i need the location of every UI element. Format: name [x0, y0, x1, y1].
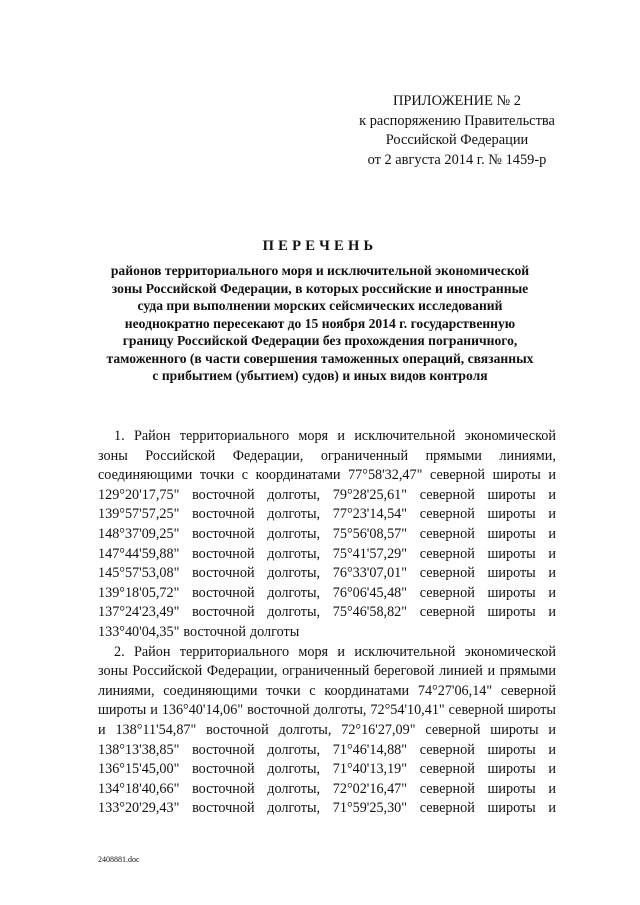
- subheading-line: зоны Российской Федерации, в которых российские и иностранные: [111, 280, 529, 296]
- word: 129°20'17,75": [98, 486, 180, 503]
- text-line: [98, 741, 556, 761]
- word: 138°13'38,85": [98, 741, 180, 758]
- word: 136°40'14,06": [161, 702, 244, 719]
- word: исключительной: [354, 428, 456, 444]
- word: 134°18'40,66": [98, 780, 180, 797]
- word: и: [337, 428, 346, 444]
- text-line: [98, 427, 556, 447]
- word: линиями,: [499, 447, 556, 464]
- word: долготы,: [267, 486, 321, 503]
- word: широты: [487, 565, 536, 582]
- word: широты: [507, 702, 556, 719]
- text-line: [98, 447, 556, 467]
- appendix-line: Российской Федерации: [385, 132, 529, 148]
- word: экономической: [464, 643, 556, 660]
- text-line: [98, 643, 556, 663]
- appendix-line: к распоряжению Правительства: [359, 112, 555, 129]
- word: широты: [487, 761, 536, 778]
- word: восточной: [247, 702, 310, 719]
- word: ограниченный: [320, 447, 409, 464]
- word: 72°02'16,47": [332, 780, 408, 797]
- word: точки: [266, 682, 301, 699]
- word: северной: [419, 545, 475, 562]
- subheading-line: границу Российской Федерации без прохождения пограничного,: [122, 333, 518, 348]
- word: и: [337, 643, 346, 660]
- word: 77°23'14,54": [332, 506, 408, 523]
- word: северной: [448, 702, 504, 719]
- word: 76°06'45,48": [332, 584, 408, 601]
- word: восточной: [192, 545, 255, 562]
- word: широты: [487, 506, 536, 523]
- word: долготы,: [267, 545, 321, 562]
- file-name-footer: 2408881.doc: [98, 855, 140, 864]
- word: и: [548, 467, 556, 484]
- list-item: [98, 427, 556, 643]
- subheading-line: с прибытием (убытием) судов) и иных видов контроля: [152, 368, 488, 383]
- word: и: [548, 604, 556, 621]
- word: 139°57'57,25": [98, 506, 180, 523]
- word: с: [241, 467, 249, 484]
- word: и: [548, 780, 556, 797]
- text-line: [98, 525, 556, 545]
- word: 72°16'27,09": [341, 721, 416, 738]
- word: и: [487, 663, 496, 680]
- word: 133°40'04,35": [98, 623, 180, 640]
- text-line: [98, 799, 556, 819]
- word: долготы,: [267, 604, 321, 621]
- word: и: [548, 584, 556, 601]
- word: северной: [419, 565, 475, 582]
- word: северной: [419, 525, 475, 542]
- word: 133°20'29,43": [98, 800, 180, 817]
- word: широты: [490, 721, 539, 738]
- word: широты: [487, 486, 536, 503]
- word: восточной: [192, 506, 255, 523]
- word: 71°46'14,88": [332, 741, 408, 758]
- word: восточной: [192, 780, 255, 797]
- word: широты: [492, 467, 541, 484]
- word: моря: [298, 428, 329, 444]
- word: широты: [487, 545, 536, 562]
- text-line: [98, 486, 556, 506]
- document-subheading: [78, 262, 562, 385]
- word: долготы,: [267, 741, 321, 758]
- subheading-line: неоднократно пересекают до 15 ноября 2014 г. государственную: [124, 315, 516, 331]
- text-line: [98, 466, 556, 486]
- word: Район: [133, 643, 171, 660]
- word: северной: [419, 800, 475, 817]
- word: северной: [419, 780, 475, 797]
- word: и: [150, 702, 158, 719]
- word: 138°11'54,87": [115, 721, 197, 738]
- word: широты: [487, 525, 536, 542]
- word: Федерации,: [206, 663, 278, 680]
- word: и: [548, 506, 556, 523]
- word: северной: [425, 721, 481, 738]
- word: долготы,: [267, 800, 321, 817]
- word: 71°59'25,30": [332, 800, 408, 817]
- word: и: [548, 486, 556, 503]
- word: широты: [487, 604, 536, 621]
- word: широты: [487, 584, 536, 601]
- word: соединяющими: [163, 682, 258, 699]
- appendix-date-line: от 2 августа 2014 г. № 1459-р: [367, 151, 547, 168]
- word: 74°27'06,14": [417, 682, 493, 699]
- word: восточной: [206, 721, 269, 738]
- subheading-line: районов территориального моря и исключительной экономической: [110, 263, 530, 278]
- word: прямыми: [425, 447, 482, 464]
- document-body: [98, 427, 556, 819]
- word: территориального: [179, 643, 290, 660]
- word: 147°44'59,88": [98, 545, 180, 562]
- text-line: [98, 564, 556, 584]
- word: и: [548, 721, 556, 738]
- word: северной: [429, 467, 486, 484]
- word: 1.: [114, 428, 125, 444]
- word: восточной: [183, 623, 246, 640]
- word: долготы,: [267, 780, 321, 797]
- word: моря: [298, 643, 329, 660]
- word: и: [548, 761, 556, 778]
- word: северной: [419, 741, 475, 758]
- word: 75°46'58,82": [332, 604, 408, 621]
- word: 72°54'10,41": [370, 702, 445, 719]
- word: и: [548, 525, 556, 542]
- word: линией: [439, 663, 483, 680]
- word: Район: [133, 428, 171, 444]
- appendix-block: [352, 92, 562, 170]
- word: ограниченный: [282, 663, 370, 680]
- word: северной: [419, 486, 475, 503]
- subheading-line: таможенного (в части совершения таможенных операций, связанных: [106, 350, 534, 366]
- word: восточной: [192, 741, 255, 758]
- text-line: [98, 584, 556, 604]
- text-line: [98, 760, 556, 780]
- text-line: [98, 545, 556, 565]
- word: широты: [487, 741, 536, 758]
- word: восточной: [192, 604, 255, 621]
- word: долготы,: [267, 565, 321, 582]
- list-item: [98, 643, 556, 819]
- word: долготы,: [267, 584, 321, 601]
- word: и: [548, 800, 556, 817]
- word: соединяющими: [98, 467, 193, 484]
- word: долготы: [249, 623, 300, 640]
- text-line: [98, 780, 556, 800]
- word: широты: [98, 702, 147, 719]
- word: восточной: [192, 565, 255, 582]
- word: восточной: [192, 525, 255, 542]
- word: исключительной: [354, 643, 456, 660]
- word: береговой: [373, 663, 435, 680]
- word: восточной: [192, 800, 255, 817]
- word: 145°57'53,08": [98, 565, 180, 582]
- word: восточной: [192, 486, 255, 503]
- word: точки: [199, 467, 235, 484]
- text-line: [98, 623, 556, 643]
- text-line: [98, 603, 556, 623]
- word: широты: [487, 780, 536, 797]
- word: северной: [419, 604, 475, 621]
- word: 76°33'07,01": [332, 565, 408, 582]
- document-heading: ПЕРЕЧЕНЬ: [262, 238, 378, 254]
- word: 75°41'57,29": [332, 545, 408, 562]
- text-line: [98, 721, 556, 741]
- word: территориального: [179, 428, 290, 444]
- word: 139°18'05,72": [98, 584, 180, 601]
- word: зоны: [98, 663, 128, 680]
- word: и: [98, 721, 106, 738]
- word: северной: [500, 682, 556, 699]
- word: 136°15'45,00": [98, 761, 180, 778]
- word: долготы,: [313, 702, 367, 719]
- text-line: [98, 701, 556, 721]
- word: зоны: [98, 447, 128, 464]
- word: северной: [419, 584, 475, 601]
- word: Российской: [132, 663, 203, 680]
- appendix-title: ПРИЛОЖЕНИЕ № 2: [393, 93, 521, 109]
- word: и: [548, 565, 556, 582]
- word: 148°37'09,25": [98, 525, 180, 542]
- word: восточной: [192, 761, 255, 778]
- word: и: [548, 545, 556, 562]
- text-line: [98, 662, 556, 682]
- word: долготы,: [267, 525, 321, 542]
- word: северной: [419, 506, 475, 523]
- word: линиями,: [98, 682, 155, 699]
- word: 137°24'23,49": [98, 604, 180, 621]
- word: восточной: [192, 584, 255, 601]
- word: северной: [419, 761, 475, 778]
- word: долготы,: [278, 721, 332, 738]
- word: широты: [487, 800, 536, 817]
- word: и: [548, 741, 556, 758]
- word: 2.: [114, 643, 125, 660]
- word: долготы,: [267, 761, 321, 778]
- subheading-line: суда при выполнении морских сейсмических исследований: [137, 298, 503, 313]
- word: экономической: [464, 428, 556, 444]
- text-line: [98, 682, 556, 702]
- word: Федерации,: [232, 447, 304, 464]
- word: 75°56'08,57": [332, 525, 408, 542]
- text-line: [98, 505, 556, 525]
- word: 71°40'13,19": [332, 761, 408, 778]
- word: с: [309, 682, 316, 699]
- word: координатами: [255, 467, 341, 484]
- word: прямыми: [499, 663, 556, 680]
- word: 77°58'32,47": [348, 467, 423, 484]
- word: 79°28'25,61": [332, 486, 408, 503]
- word: долготы,: [267, 506, 321, 523]
- word: координатами: [324, 682, 410, 699]
- word: Российской: [145, 447, 216, 464]
